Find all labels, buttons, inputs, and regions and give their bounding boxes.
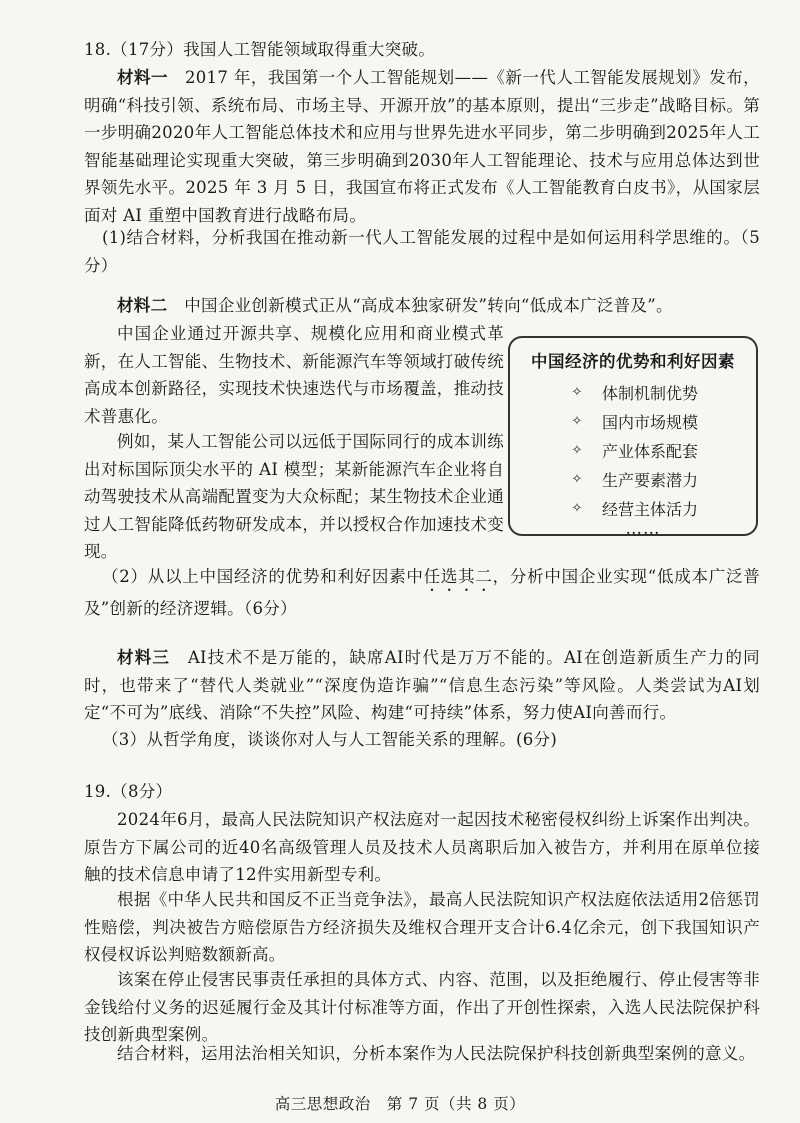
diamond-bullet-icon: ✧ xyxy=(571,414,583,429)
sub2-emphasis: 任选其二 xyxy=(423,567,493,586)
q19-header: 19.（8分） xyxy=(84,782,173,801)
material-3-text: AI技术不是万能的，缺席AI时代是万万不能的。AI在创造新质生产力的同时，也带来了“替代人类就业”“深度伪造诈骗”“信息生态污染”等风险。人类尝试为AI划定“不可为”底线、消除“不失控”风险、构建“可持续”体系，努力使AI向善而行。 xyxy=(84,648,760,722)
q18-material-1 xyxy=(84,64,760,229)
box-item-label: 国内市场规模 xyxy=(602,413,699,432)
box-title: 中国经济的优势和利好因素 xyxy=(531,352,735,371)
q19-task: 结合材料，运用法治相关知识，分析本案作为人民法院保护科技创新典型案例的意义。 xyxy=(117,1044,756,1063)
q18-material-2 xyxy=(84,292,760,320)
diamond-bullet-icon: ✧ xyxy=(571,472,583,487)
q19-paragraph-2: 根据《中华人民共和国反不正当竞争法》，最高人民法院知识产权法庭依法适用2倍惩罚性赔偿，判决被告方赔偿原告方经济损失及维权合理开支合计6.4亿余元，创下我国知识产权侵权诉讼判赔数额新高。 xyxy=(84,890,760,964)
material-2-label: 材料二 xyxy=(117,296,168,315)
box-item-label: 产业体系配套 xyxy=(602,442,699,461)
material-2-paragraph-2: 例如，某人工智能公司以远低于国际同行的成本训练出对标国际顶尖水平的 AI 模型；某新能源汽车企业将自动驾驶技术从高端配置变为大众标配；某生物技术企业通过人工智能降低药物研发成本，并以授权合作加速技术变现。 xyxy=(84,432,504,561)
material-2-paragraph-1: 中国企业通过开源共享、规模化应用和商业模式革新，在人工智能、生物技术、新能源汽车等领域打破传统高成本创新路径，实现技术快速迭代与市场覆盖，推动技术普惠化。 xyxy=(84,324,504,426)
diamond-bullet-icon: ✧ xyxy=(571,501,583,516)
diamond-bullet-icon: ✧ xyxy=(571,385,583,400)
q19-paragraph-1: 2024年6月，最高人民法院知识产权法庭对一起因技术秘密侵权纠纷上诉案作出判决。原告方下属公司的近40名高级管理人员及技术人员离职后加入被告方，并利用在原单位接触的技术信息申请了12件实用新型专利。 xyxy=(84,810,760,884)
box-item-label: 生产要素潜力 xyxy=(602,471,699,490)
sub2-part-b: ，分析中国企业实现“低成本广泛普及”创新的经济逻辑。（6分） xyxy=(84,567,760,618)
q18-subquestion-2 xyxy=(84,563,760,623)
box-item-label: 体制机制优势 xyxy=(602,384,699,403)
box-item xyxy=(522,465,744,494)
economic-advantages-box xyxy=(508,336,758,536)
q18-header: 18.（17分）我国人工智能领域取得重大突破。 xyxy=(84,40,436,59)
q18-subquestion-1: (1)结合材料，分析我国在推动新一代人工智能发展的过程中是如何运用科学思维的。（5分） xyxy=(84,228,760,275)
box-item xyxy=(522,436,744,465)
sub2-part-a: （2）从以上中国经济的优势和利好因素中 xyxy=(102,567,424,586)
material-2-intro: 中国企业创新模式正从“高成本独家研发”转向“低成本广泛普及”。 xyxy=(184,296,673,315)
material-1-text: 2017 年，我国第一个人工智能规划——《新一代人工智能发展规划》发布，明确“科技引领、系统布局、市场主导、开源开放”的基本原则，提出“三步走”战略目标。第一步明确2020年人工智能总体技术和应用与世界先进水平同步，第二步明确到2025年人工智能基础理论实现重大突破，第三步明确到2030年人工智能理论、技术与应用总体达到世界领先水平。2025 年 3 月 5 日，我国宣布将正式发布《人工智能教育白皮书》，从国家层面对 AI 重塑中国教育进行战略布局。 xyxy=(84,68,760,225)
page-footer: 高三思想政治 第 7 页（共 8 页） xyxy=(274,1095,526,1113)
box-item xyxy=(522,407,744,436)
material-3-label: 材料三 xyxy=(117,648,171,667)
q18-material-3 xyxy=(84,644,760,727)
box-item xyxy=(522,378,744,407)
q19-paragraph-3: 该案在停止侵害民事责任承担的具体方式、内容、范围，以及拒绝履行、停止侵害等非金钱给付义务的迟延履行金及其计付标准等方面，作出了开创性探索，入选人民法院保护科技创新典型案例。 xyxy=(84,970,760,1044)
box-ellipsis: …… xyxy=(625,519,661,538)
diamond-bullet-icon: ✧ xyxy=(571,443,583,458)
box-item-label: 经营主体活力 xyxy=(602,500,699,519)
material-1-label: 材料一 xyxy=(117,68,168,87)
q18-subquestion-3: （3）从哲学角度，谈谈你对人与人工智能关系的理解。(6分) xyxy=(102,730,558,749)
